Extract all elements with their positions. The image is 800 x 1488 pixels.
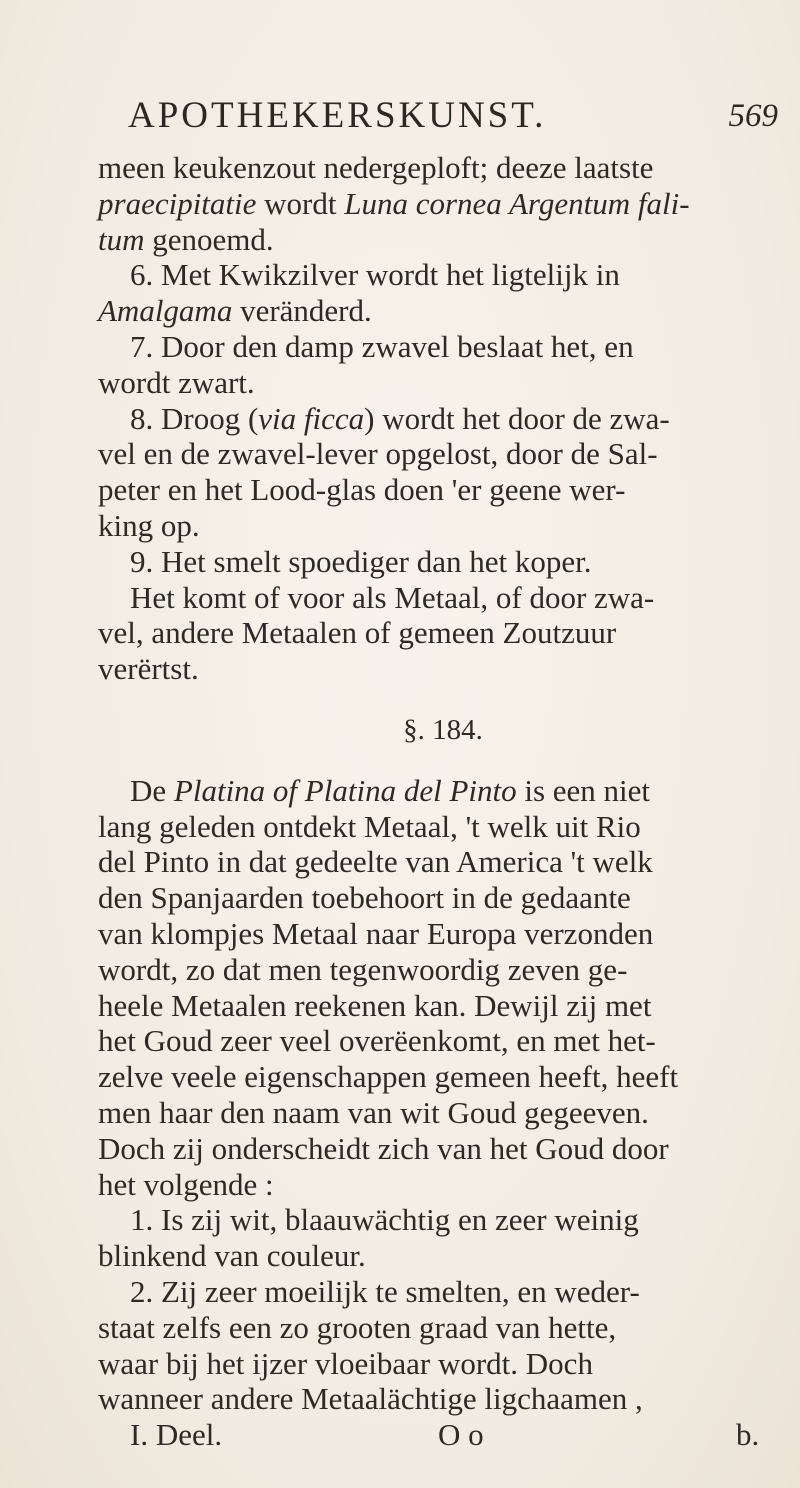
page-footer <box>98 1417 788 1453</box>
text-segment: men haar den naam van wit Goud gegeeven. <box>98 1094 649 1130</box>
text-line <box>98 365 788 401</box>
text-line <box>98 436 788 472</box>
text-line <box>98 508 788 544</box>
text-line <box>98 988 788 1024</box>
italic-segment: Amalgama <box>98 293 233 329</box>
italic-segment: praecipitatie <box>98 185 257 221</box>
text-line <box>98 472 788 508</box>
text-line <box>98 916 788 952</box>
text-segment: De <box>130 772 174 808</box>
text-segment: staat zelfs een zo grooten graad van hette, <box>98 1309 617 1345</box>
footer-volume: I. Deel. <box>130 1417 223 1453</box>
text-line <box>98 1274 788 1310</box>
text-line <box>98 1095 788 1131</box>
text-segment: king op. <box>98 507 200 543</box>
text-segment: 9. Het smelt spoediger dan het koper. <box>130 543 592 579</box>
text-segment: is een niet <box>516 772 651 808</box>
italic-segment: Luna cornea Argentum fali- <box>344 185 690 221</box>
text-segment: vel, andere Metaalen of gemeen Zoutzuur <box>98 615 617 651</box>
text-segment: Doch zij onderscheidt zich van het Goud door <box>98 1130 669 1166</box>
text-segment: veränderd. <box>232 293 372 329</box>
text-line <box>98 401 788 437</box>
text-segment: meen keukenzout nedergeploft; deeze laatste <box>98 150 654 185</box>
text-line <box>98 1023 788 1059</box>
text-line <box>98 257 788 293</box>
text-line <box>98 329 788 365</box>
text-segment: wordt, zo dat men tegenwoordig zeven ge- <box>98 951 628 987</box>
text-segment: wordt zwart. <box>98 364 255 400</box>
text-line <box>98 651 788 687</box>
text-segment: zelve veele eigenschappen gemeen heeft, heeft <box>98 1059 679 1095</box>
text-segment: het Goud zeer veel overëenkomt, en met het- <box>98 1023 656 1059</box>
text-segment: waar bij het ijzer vloeibaar wordt. Doch <box>98 1345 593 1381</box>
body-text <box>98 150 788 1453</box>
text-line <box>98 1131 788 1167</box>
text-line <box>98 293 788 329</box>
text-line <box>98 186 788 222</box>
footer-signature: O o <box>438 1417 484 1453</box>
text-line <box>98 1238 788 1274</box>
section-heading: §. 184. <box>403 713 483 746</box>
text-segment: van klompjes Metaal naar Europa verzonden <box>98 915 654 951</box>
text-line <box>98 544 788 580</box>
text-line <box>98 952 788 988</box>
text-line <box>98 880 788 916</box>
italic-segment: Platina of Platina del Pinto <box>173 772 517 808</box>
text-line <box>98 1202 788 1238</box>
text-segment: 7. Door den damp zwavel beslaat het, en <box>130 328 634 364</box>
text-block-section-184 <box>98 773 788 1417</box>
text-line <box>98 1167 788 1203</box>
text-segment: 2. Zij zeer moeilijk te smelten, en weder- <box>130 1273 640 1309</box>
text-segment: Het komt of voor als Metaal, of door zwa- <box>130 579 655 615</box>
text-line <box>98 615 788 651</box>
text-segment: het volgende : <box>98 1166 274 1202</box>
text-segment: blinkend van couleur. <box>98 1238 366 1274</box>
text-line <box>98 222 788 258</box>
text-line <box>98 773 788 809</box>
text-line <box>98 1059 788 1095</box>
text-segment: del Pinto in dat gedeelte van America 't welk <box>98 844 653 880</box>
text-segment: lang geleden ontdekt Metaal, 't welk uit Rio <box>98 808 641 844</box>
text-segment: wanneer andere Metaalächtige ligchaamen , <box>98 1381 643 1417</box>
text-block-continuation <box>98 150 788 687</box>
text-line <box>98 809 788 845</box>
text-line <box>98 150 788 186</box>
text-line <box>98 580 788 616</box>
text-segment: vel en de zwavel-lever opgelost, door de Sal- <box>98 436 658 472</box>
page-header <box>128 94 788 144</box>
text-line <box>98 1346 788 1382</box>
text-segment: wordt <box>256 185 345 221</box>
page-number: 569 <box>728 98 778 134</box>
text-segment: verërtst. <box>98 651 199 687</box>
text-segment: heele Metaalen reekenen kan. Dewijl zij met <box>98 987 652 1023</box>
footer-catchword: b. <box>736 1417 760 1453</box>
text-segment: 1. Is zij wit, blaauwächtig en zeer weinig <box>130 1202 639 1238</box>
text-segment: 8. Droog ( <box>130 400 259 436</box>
italic-segment: via ficca <box>258 400 365 436</box>
running-head: APOTHEKERSKUNST. <box>128 95 547 136</box>
text-segment: den Spanjaarden toebehoort in de gedaante <box>98 880 631 916</box>
text-segment: ) wordt het door de zwa- <box>364 400 670 436</box>
text-segment: peter en het Lood-glas doen 'er geene wer- <box>98 472 626 508</box>
text-segment: genoemd. <box>144 221 274 257</box>
italic-segment: tum <box>98 221 145 257</box>
text-line <box>98 1381 788 1417</box>
text-line <box>98 1310 788 1346</box>
text-line <box>98 844 788 880</box>
text-segment: 6. Met Kwikzilver wordt het ligtelijk in <box>130 257 620 293</box>
